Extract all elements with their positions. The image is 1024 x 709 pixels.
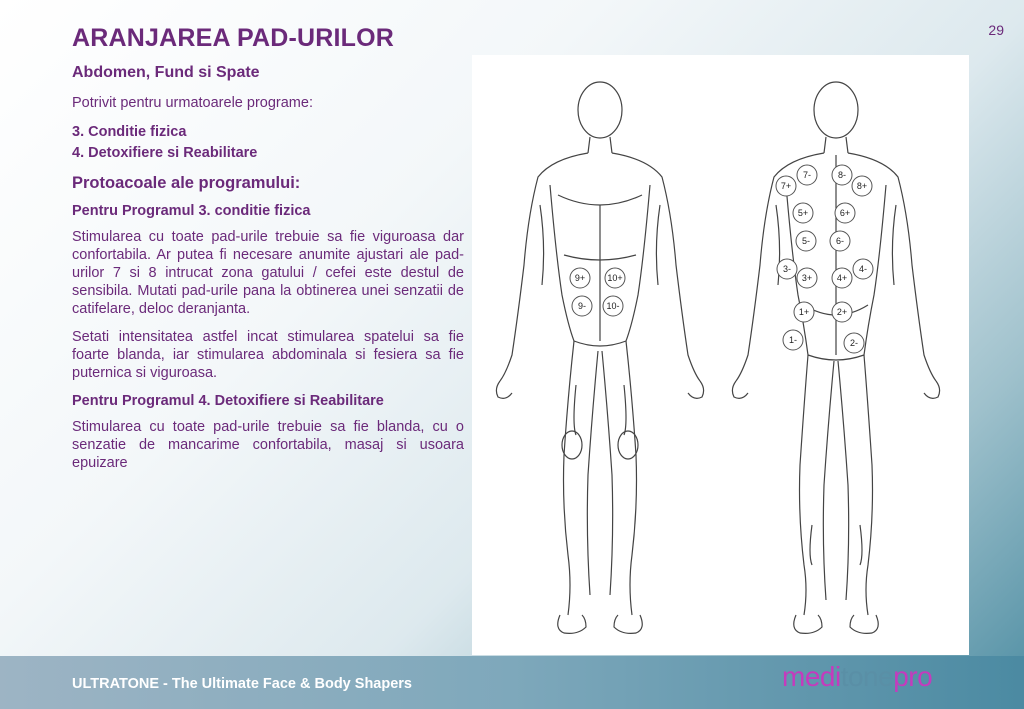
pad-label: 9-	[577, 301, 587, 311]
pad-label: 2-	[849, 338, 859, 348]
pad-marker	[776, 176, 796, 196]
pad-marker	[783, 330, 803, 350]
pad-label: 7-	[802, 170, 812, 180]
pad-marker	[777, 259, 797, 279]
pad-marker	[852, 176, 872, 196]
pad-marker	[832, 268, 852, 288]
pad-marker	[796, 231, 816, 251]
pad-marker	[853, 259, 873, 279]
program4-heading: Pentru Programul 4. Detoxifiere si Reabilitare	[72, 393, 384, 409]
pad-marker	[572, 296, 592, 316]
front-body-figure	[496, 82, 703, 633]
pad-label: 10+	[607, 273, 623, 283]
program3-paragraph: Stimularea cu toate pad-urile trebuie sa fie viguroasa dar confortabila. Ar putea fi necesare anumite ajustari ale pad-urilor 7 si 8 intrucat zona gatului / cefei este destul de sensibila. Mutati pad-urile pana la obtinerea unei senzatii de catifelare, deloc deranjanta.	[72, 229, 464, 317]
page-title: ARANJAREA PAD-URILOR	[72, 24, 395, 52]
program-item: 3. Conditie fizica	[72, 124, 187, 140]
pad-label: 8-	[837, 170, 847, 180]
pad-label: 4-	[858, 264, 868, 274]
text-column	[72, 64, 464, 482]
brand-logo-part: pro	[893, 661, 933, 692]
protocols-heading: Protoacoale ale programului:	[72, 174, 301, 192]
pad-marker	[832, 302, 852, 322]
pad-label: 6+	[839, 208, 851, 218]
brand-logo	[782, 661, 932, 693]
brand-logo-part: medi	[782, 661, 841, 692]
pad-marker	[832, 165, 852, 185]
pad-marker	[793, 203, 813, 223]
pad-label: 3+	[801, 273, 813, 283]
pad-marker	[835, 203, 855, 223]
pad-label: 5-	[801, 236, 811, 246]
pad-label: 3-	[782, 264, 792, 274]
pad-marker	[830, 231, 850, 251]
program-item: 4. Detoxifiere si Reabilitare	[72, 145, 258, 161]
pad-marker	[605, 268, 625, 288]
pad-marker	[603, 296, 623, 316]
pad-label: 7+	[780, 181, 792, 191]
section-heading: Abdomen, Fund si Spate	[72, 64, 260, 81]
pad-marker	[794, 302, 814, 322]
program3-paragraph: Setati intensitatea astfel incat stimularea spatelui sa fie foarte blanda, iar stimularea abdominala si fesiera sa fie puternica si viguroasa.	[72, 329, 464, 381]
front-pads	[570, 268, 625, 316]
pad-label: 6-	[835, 236, 845, 246]
pad-label: 4+	[836, 273, 848, 283]
back-pads	[776, 165, 873, 353]
intro-text: Potrivit pentru urmatoarele programe:	[72, 95, 313, 111]
anatomy-illustration	[472, 55, 969, 655]
pad-marker	[570, 268, 590, 288]
pad-label: 1-	[788, 335, 798, 345]
program3-heading: Pentru Programul 3. conditie fizica	[72, 203, 311, 219]
page-number: 29	[988, 22, 1004, 38]
pad-label: 10-	[606, 301, 620, 311]
pad-label: 2+	[836, 307, 848, 317]
pad-label: 8+	[856, 181, 868, 191]
pad-label: 9+	[574, 273, 586, 283]
pad-marker	[844, 333, 864, 353]
footer-bar	[0, 656, 1024, 709]
pad-marker	[797, 268, 817, 288]
footer-text: ULTRATONE - The Ultimate Face & Body Shapers	[72, 676, 412, 692]
pad-label: 5+	[797, 208, 809, 218]
anatomy-figure	[472, 55, 969, 655]
program-list	[72, 122, 464, 164]
back-body-figure	[732, 82, 939, 633]
brand-logo-part: tone	[840, 661, 894, 692]
program4-paragraph: Stimularea cu toate pad-urile trebuie sa fie blanda, cu o senzatie de mancarime confortabila, masaj si usoara epuizare	[72, 419, 464, 471]
pad-label: 1+	[798, 307, 810, 317]
pad-marker	[797, 165, 817, 185]
